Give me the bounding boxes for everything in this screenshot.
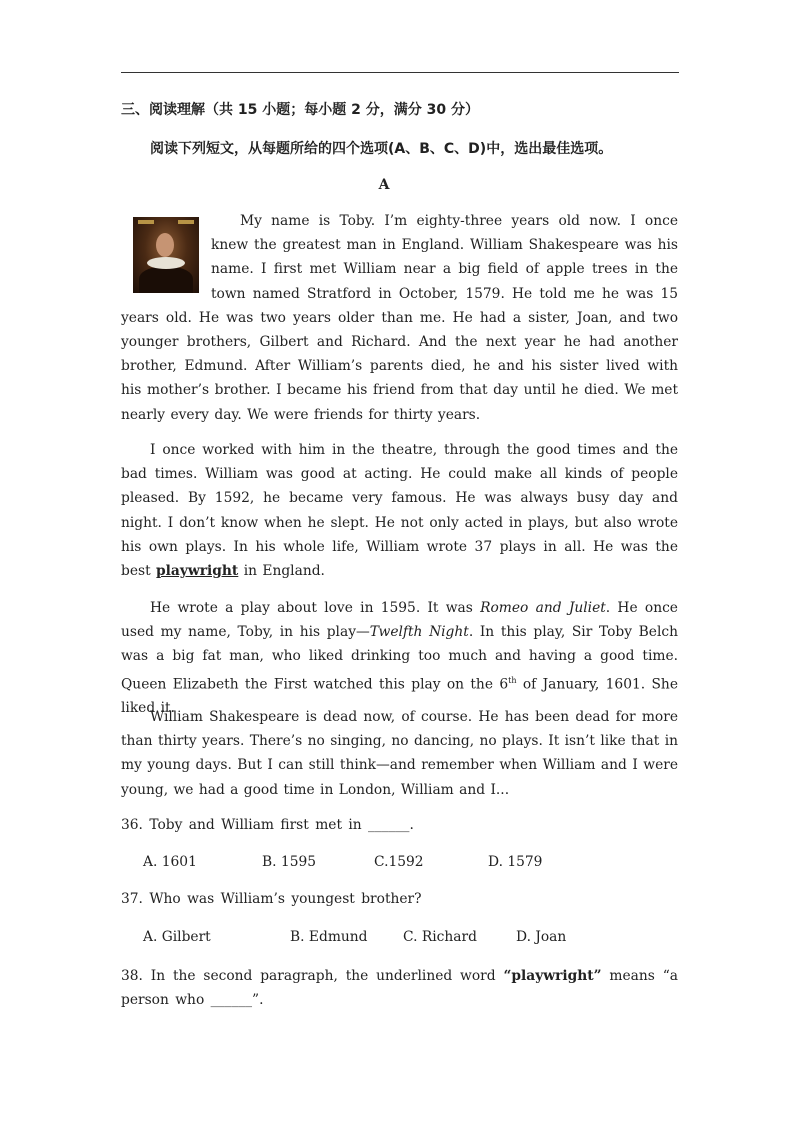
question-37: 37. Who was William’s youngest brother? <box>121 891 422 907</box>
q36-option-d[interactable]: D. 1579 <box>488 854 543 870</box>
paragraph-1-text: My name is Toby. I’m eighty-three years old now. I once knew the greatest man in England. William Shakespeare was his name. I first met William near a big field of apple trees in the town named Stratford in October, 1579. He told me he was 15 years old. He was two years older than me. He had a sister, Joan, and two younger brothers, Gilbert and Richard. And the next year he had another brother, Edmund. After William’s parents died, he and his sister lived with his mother’s brother. I became his friend from that day until he died. We met nearly every day. We were friends for thirty years. <box>121 213 678 423</box>
quoted-word-playwright: “playwright” <box>503 968 602 984</box>
shakespeare-portrait-image <box>133 217 199 293</box>
question-36: 36. Toby and William first met in ______. <box>121 817 414 833</box>
passage-label: A <box>378 177 390 193</box>
instruction-text: 阅读下列短文，从每题所给的四个选项(A、B、C、D)中，选出最佳选项。 <box>150 141 613 157</box>
q36-option-c[interactable]: C.1592 <box>374 854 424 870</box>
q37-option-d[interactable]: D. Joan <box>516 929 567 945</box>
paragraph-2: I once worked with him in the theatre, through the good times and the bad times. William was good at acting. He could make all kinds of people pleased. By 1592, he became very famous. He was always busy day and night. I don’t know when he slept. He not only acted in plays, but also wrote his own plays. In his whole life, William wrote 37 plays in all. He was the best playwright in England. <box>121 442 678 580</box>
q37-option-b[interactable]: B. Edmund <box>290 929 368 945</box>
q36-option-b[interactable]: B. 1595 <box>262 854 317 870</box>
play-title-romeo-juliet: Romeo and Juliet <box>480 600 606 616</box>
q36-option-a[interactable]: A. 1601 <box>143 854 197 870</box>
paragraph-3: He wrote a play about love in 1595. It was Romeo and Juliet. He once used my name, Toby, in his play—Twelfth Night. In this play, Sir Toby Belch was a big fat man, who liked drinking too much and having a good time. Queen Elizabeth the First watched this play on the 6th of January, 1601. She liked it. <box>121 600 678 717</box>
paragraph-4: William Shakespeare is dead now, of course. He has been dead for more than thirty years. There’s no singing, no dancing, no plays. It isn’t like that in my young days. But I can still think—and remember when William and I were young, we had a good time in London, William and I... <box>121 709 678 798</box>
section-title: 三、阅读理解（共 15 小题；每小题 2 分，满分 30 分） <box>121 102 479 118</box>
header-rule <box>121 72 679 73</box>
q37-option-c[interactable]: C. Richard <box>403 929 477 945</box>
q37-option-a[interactable]: A. Gilbert <box>143 929 211 945</box>
paragraph-1 <box>121 209 678 427</box>
underlined-word-playwright: playwright <box>156 563 239 580</box>
play-title-twelfth-night: Twelfth Night <box>369 624 469 641</box>
